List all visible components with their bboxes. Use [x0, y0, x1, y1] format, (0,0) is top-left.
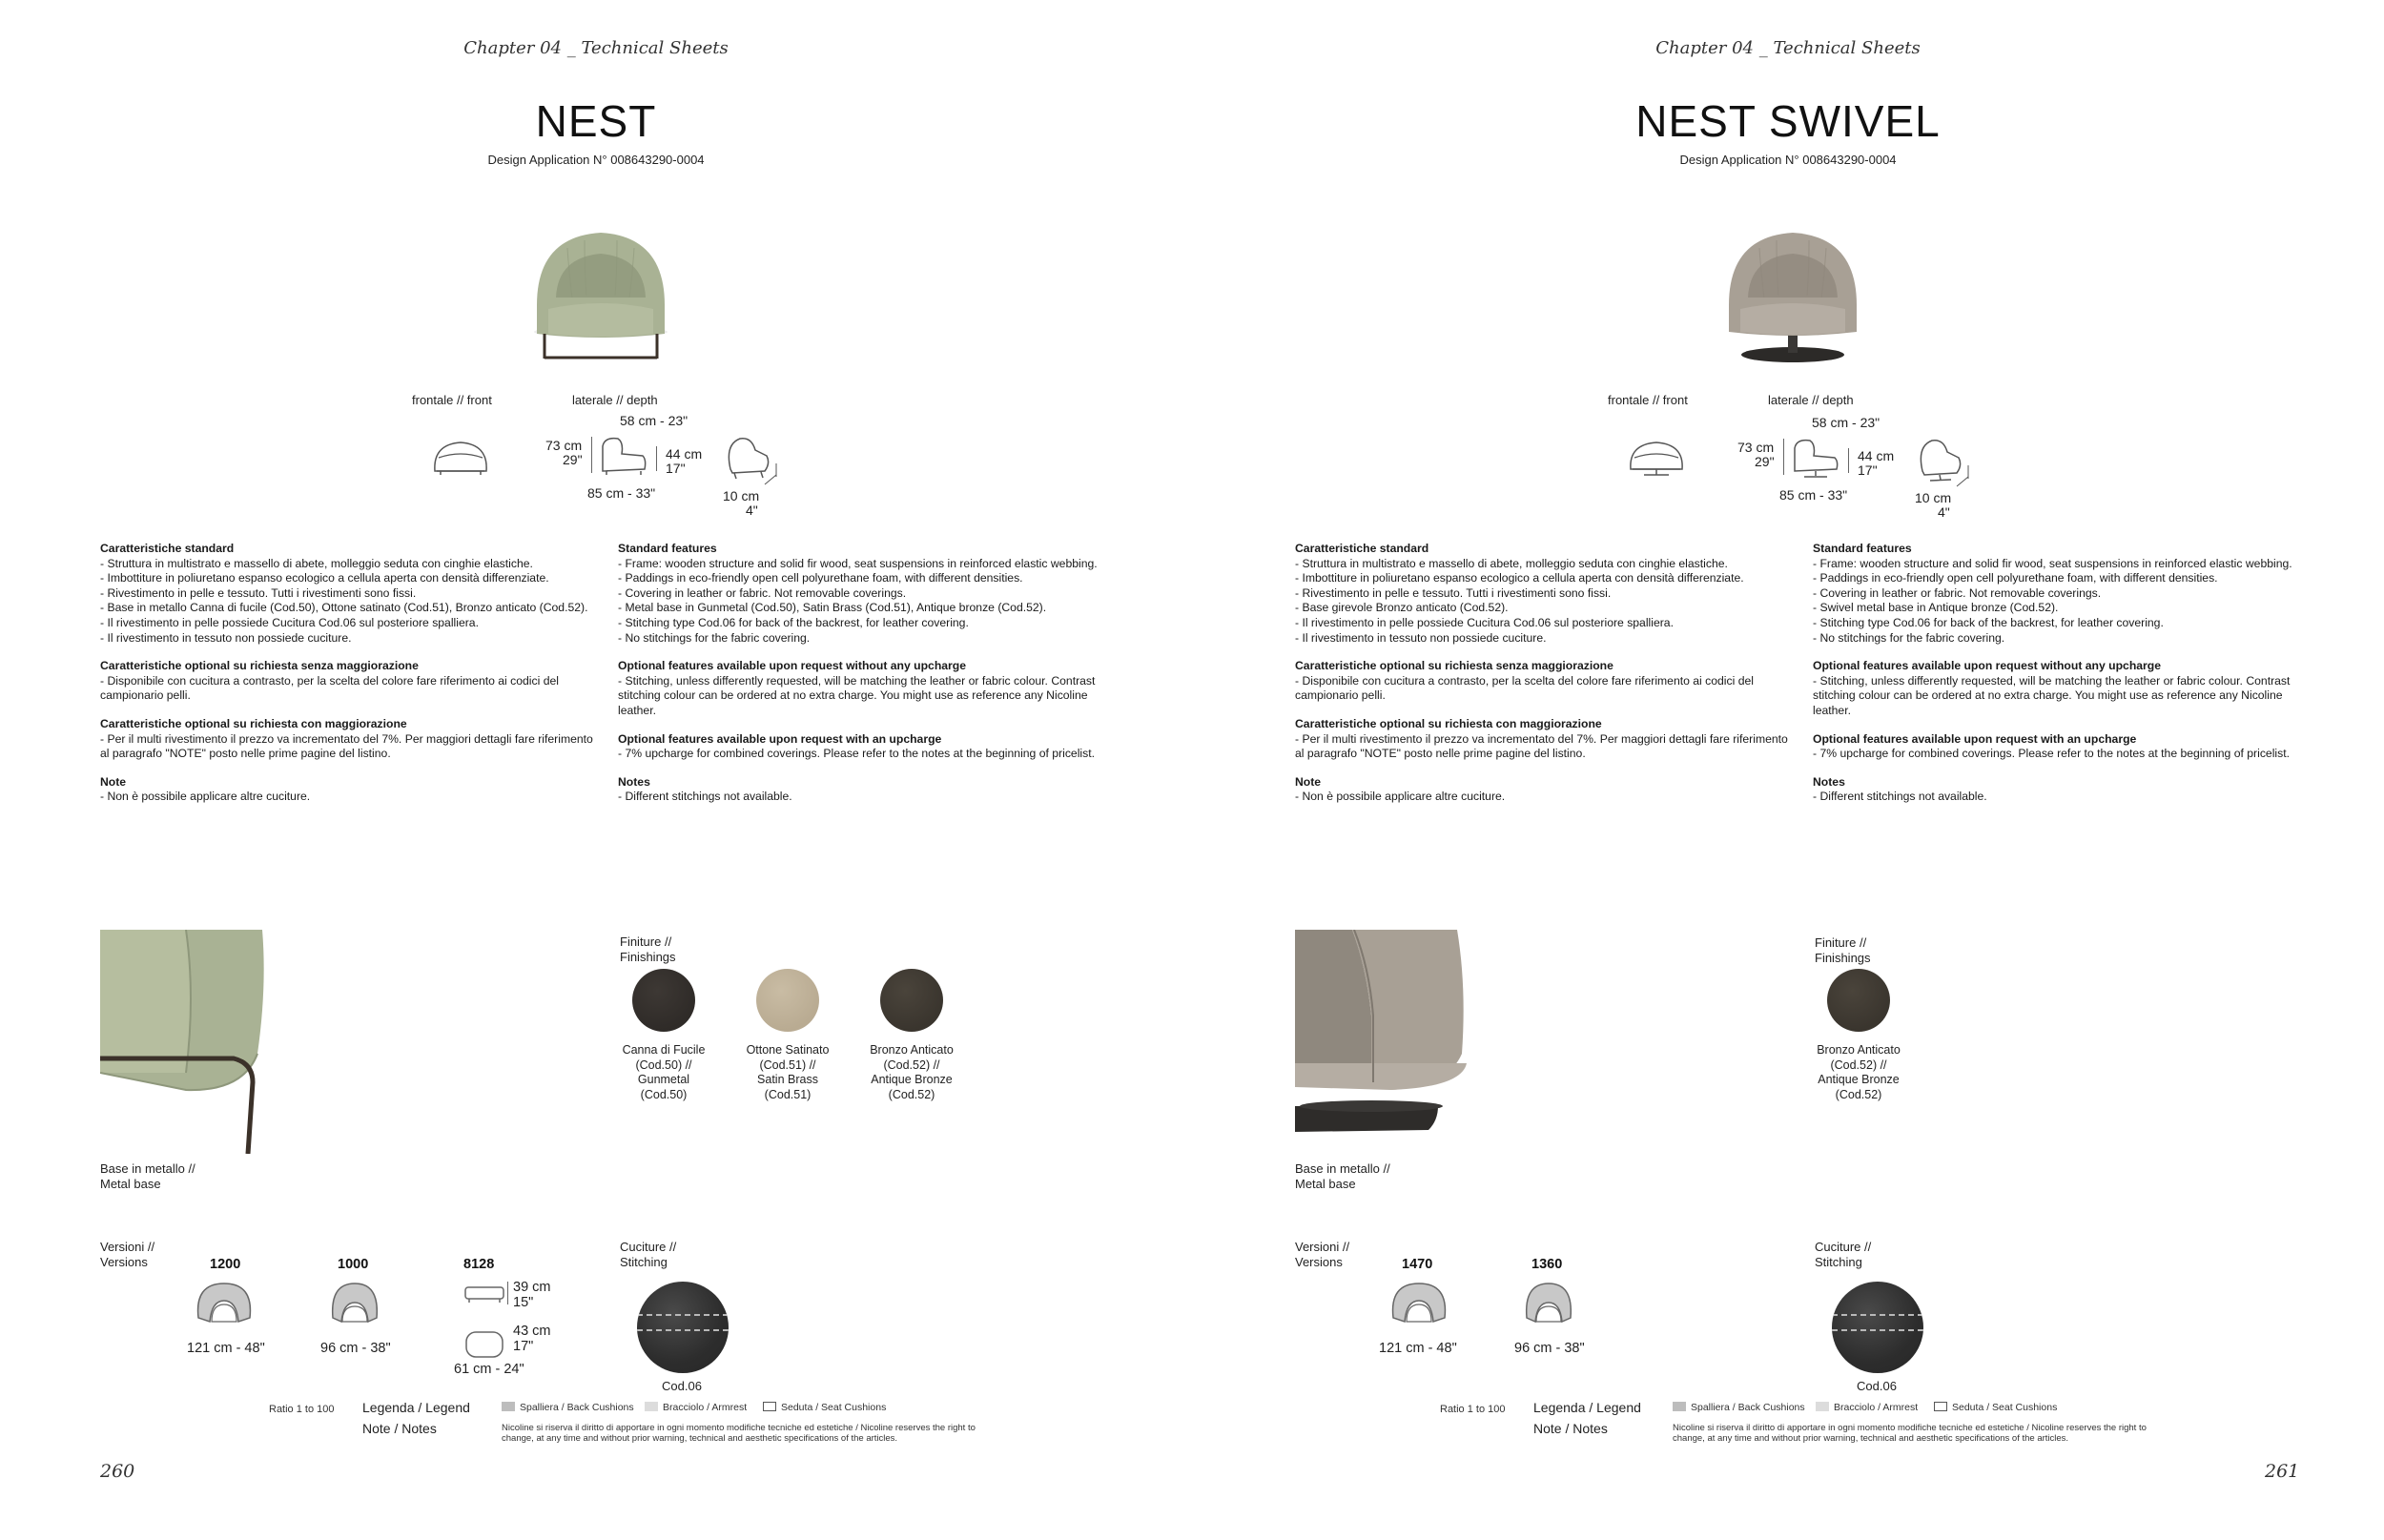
dimension-drawings: [1615, 410, 2016, 524]
product-photo-nest: [482, 191, 720, 400]
feature-line: - Metal base in Gunmetal (Cod.50), Satin Brass (Cod.51), Antique bronze (Cod.52).: [618, 601, 1047, 615]
legend-swatch-icon: [502, 1402, 515, 1411]
finish-line: Satin Brass: [757, 1073, 818, 1086]
feature-line: - Imbottiture in poliuretano espanso ecologico a cellula aperta con densità differenziate.: [100, 571, 549, 585]
feature-line: - Per il multi rivestimento il prezzo va incrementato del 7%. Per maggiori dettagli fare riferimento al paragrafo "NOTE" posto nelle prime pagine del listino.: [1295, 731, 1788, 761]
dim-tilt-cm: 10 cm: [1915, 490, 1952, 505]
ottoman-height-cm: 39 cm: [513, 1280, 551, 1295]
base-caption-en: Metal base: [1295, 1176, 1356, 1191]
legend-seat-cushions: [1934, 1402, 2057, 1413]
finish-line: Gunmetal: [637, 1073, 690, 1086]
design-application: Design Application N° 008643290-0004: [1679, 153, 1897, 167]
legend-armrest: [1816, 1402, 1918, 1413]
dim-height-cm: 73 cm: [545, 438, 583, 453]
chapter-heading: Chapter 04 _ Technical Sheets: [463, 38, 729, 58]
dim-line: [656, 446, 657, 471]
legend-label: Spalliera / Back Cushions: [1691, 1402, 1805, 1413]
legend-label: Seduta / Seat Cushions: [781, 1402, 887, 1413]
legend-back-cushions: [502, 1402, 634, 1413]
product-title: NEST SWIVEL: [1635, 96, 1941, 146]
feature-line: - Frame: wooden structure and solid fir wood, seat suspensions in reinforced elastic webbing.: [618, 556, 1098, 570]
feature-line: - Il rivestimento in tessuto non possiede cuciture.: [1295, 630, 1547, 645]
base-detail-photo: [1295, 930, 1514, 1154]
stitch-seam: [637, 1314, 729, 1316]
versions-title-it: Versioni //: [100, 1240, 155, 1254]
dim-seat-in: 17": [666, 461, 686, 476]
legend-swatch-icon: [1816, 1402, 1829, 1411]
feature-line: - No stitchings for the fabric covering.: [1813, 630, 2005, 645]
version-8128-ottoman-top: [463, 1329, 505, 1360]
base-caption-it: Base in metallo //: [100, 1161, 195, 1176]
product-photo-nest-swivel: [1674, 191, 1912, 400]
legend-back-cushions: [1673, 1402, 1805, 1413]
version-1200-drawing: [193, 1280, 256, 1325]
section-heading: Note: [1295, 774, 1322, 789]
version-1470-drawing: [1387, 1280, 1450, 1325]
versions-title-en: Versions: [1295, 1254, 1343, 1269]
feature-line: - Imbottiture in poliuretano espanso ecologico a cellula aperta con densità differenziate.: [1295, 571, 1744, 585]
notes-title: Note / Notes: [362, 1421, 437, 1436]
feature-line: - Frame: wooden structure and solid fir wood, seat suspensions in reinforced elastic webbing.: [1813, 556, 2292, 570]
version-code: 1000: [338, 1257, 369, 1272]
tilt-view-drawing: [1915, 437, 1972, 490]
ottoman-depth-in: 17": [513, 1339, 534, 1354]
dim-height-in: 29": [563, 452, 583, 467]
stitch-seam: [1832, 1314, 1923, 1316]
finish-swatch-antique-bronze[interactable]: [1827, 969, 1890, 1032]
finish-line: (Cod.52): [888, 1087, 935, 1101]
ottoman-height-in: 15": [513, 1295, 534, 1310]
stitching-code: Cod.06: [662, 1379, 702, 1393]
finishes-title-en: Finishings: [620, 949, 676, 964]
dim-width: 85 cm - 33": [587, 485, 656, 501]
version-code: 1470: [1402, 1257, 1433, 1272]
section-heading: Optional features available upon request without any upcharge: [1813, 659, 2162, 673]
legend-label: Seduta / Seat Cushions: [1952, 1402, 2058, 1413]
base-caption: [1295, 1161, 1390, 1191]
legend-label: Spalliera / Back Cushions: [520, 1402, 634, 1413]
feature-line: - Stitching, unless differently requested, will be matching the leather or fabric colour. Contrast stitching colour can be ordered at no extra charge. You might use as reference any Nicoline leather.: [1813, 673, 2291, 717]
view-side-label: laterale // depth: [1768, 393, 1854, 407]
version-dim: 121 cm - 48": [1379, 1341, 1457, 1356]
legend-swatch-icon: [645, 1402, 658, 1411]
section-heading: Caratteristiche standard: [100, 542, 235, 555]
dim-seat-cm: 44 cm: [1858, 448, 1895, 463]
front-view-drawing: [1625, 439, 1688, 481]
section-heading: Notes: [1813, 774, 1845, 789]
feature-line: - 7% upcharge for combined coverings. Please refer to the notes at the beginning of pricelist.: [1813, 747, 2290, 761]
section-heading: Optional features available upon request with an upcharge: [1813, 731, 2137, 746]
feature-line: - No stitchings for the fabric covering.: [618, 630, 811, 645]
section-heading: Caratteristiche optional su richiesta senza maggiorazione: [100, 659, 419, 673]
stitch-seam: [1832, 1329, 1923, 1331]
stitching-title-it: Cuciture //: [620, 1240, 677, 1254]
feature-line: - Paddings in eco-friendly open cell polyurethane foam, with different densities.: [1813, 571, 2218, 585]
ratio-label: Ratio 1 to 100: [269, 1404, 335, 1415]
legend-swatch-icon: [763, 1402, 776, 1411]
section-heading: Note: [100, 774, 127, 789]
feature-line: - Non è possibile applicare altre cuciture.: [100, 790, 311, 804]
section-heading: Caratteristiche optional su richiesta con maggiorazione: [100, 716, 407, 730]
version-dim: 61 cm - 24": [454, 1362, 524, 1377]
versions-title: [1295, 1240, 1349, 1269]
finish-line: (Cod.52) //: [883, 1057, 940, 1072]
versions-title: [100, 1240, 154, 1269]
feature-line: - Different stitchings not available.: [618, 790, 792, 804]
base-caption-it: Base in metallo //: [1295, 1161, 1390, 1176]
view-side-label: laterale // depth: [572, 393, 658, 407]
base-caption-en: Metal base: [100, 1176, 161, 1191]
features-en: [1813, 542, 2309, 805]
dim-top: 58 cm - 23": [1812, 415, 1880, 430]
version-code: 1360: [1531, 1257, 1563, 1272]
dim-seat-cm: 44 cm: [666, 446, 703, 462]
legend-label: Bracciolo / Armrest: [1834, 1402, 1919, 1413]
base-detail-photo: [100, 930, 319, 1154]
finish-line: Bronzo Anticato: [1817, 1043, 1901, 1057]
feature-line: - Covering in leather or fabric. Not removable coverings.: [1813, 585, 2102, 600]
finish-line: Canna di Fucile: [622, 1043, 706, 1057]
finishes-title-it: Finiture //: [1815, 935, 1867, 950]
finish-swatch-satin-brass[interactable]: [756, 969, 819, 1032]
dim-tilt-in: 4": [1938, 504, 1950, 520]
stitching-title-en: Stitching: [620, 1254, 668, 1269]
feature-line: - Covering in leather or fabric. Not removable coverings.: [618, 585, 907, 600]
dim-width: 85 cm - 33": [1779, 487, 1848, 503]
finish-line: (Cod.51): [764, 1087, 812, 1101]
versions-title-en: Versions: [100, 1254, 148, 1269]
versions-title-it: Versioni //: [1295, 1240, 1350, 1254]
stitching-title: [620, 1240, 676, 1269]
finish-line: Antique Bronze: [1818, 1073, 1900, 1086]
version-code: 1200: [210, 1257, 241, 1272]
dim-tilt-cm: 10 cm: [723, 488, 760, 503]
ratio-label: Ratio 1 to 100: [1440, 1404, 1506, 1415]
front-view-drawing: [429, 439, 492, 479]
section-heading: Caratteristiche standard: [1295, 542, 1429, 555]
feature-line: - Il rivestimento in pelle possiede Cucitura Cod.06 sul posteriore spalliera.: [1295, 615, 1674, 629]
features-en: [618, 542, 1114, 805]
feature-line: - Paddings in eco-friendly open cell polyurethane foam, with different densities.: [618, 571, 1023, 585]
it-block: [100, 542, 596, 805]
feature-line: - Il rivestimento in pelle possiede Cucitura Cod.06 sul posteriore spalliera.: [100, 615, 479, 629]
stitching-sample: [637, 1282, 729, 1373]
dim-height-cm: 73 cm: [1737, 440, 1775, 455]
product-title: NEST: [535, 96, 657, 146]
finish-line: Antique Bronze: [871, 1073, 953, 1086]
legend-note: Nicoline si riserva il diritto di apportare in ogni momento modifiche tecniche ed estetiche / Nicoline reserves the right to change, at any time and without prior warning, technical and aesthetic specifications of the articles.: [502, 1423, 976, 1444]
side-view-drawing: [597, 435, 650, 477]
stitch-seam: [637, 1329, 729, 1331]
feature-line: - Stitching type Cod.06 for back of the backrest, for leather covering.: [618, 615, 969, 629]
feature-line: - Rivestimento in pelle e tessuto. Tutti i rivestimenti sono fissi.: [1295, 585, 1612, 600]
feature-line: - Non è possibile applicare altre cuciture.: [1295, 790, 1506, 804]
feature-line: - Swivel metal base in Antique bronze (Cod.52).: [1813, 601, 2059, 615]
side-view-drawing: [1789, 437, 1842, 481]
finishes-title-en: Finishings: [1815, 950, 1871, 965]
version-1000-drawing: [328, 1280, 381, 1325]
dim-line: [1848, 448, 1849, 473]
section-heading: Optional features available upon request without any upcharge: [618, 659, 967, 673]
feature-line: - Stitching type Cod.06 for back of the backrest, for leather covering.: [1813, 615, 2164, 629]
stitching-title: [1815, 1240, 1871, 1269]
feature-line: - Struttura in multistrato e massello di abete, molleggio seduta con cinghie elastiche.: [100, 556, 533, 570]
feature-line: - Base in metallo Canna di fucile (Cod.50), Ottone satinato (Cod.51), Bronzo anticato (Cod.52).: [100, 601, 588, 615]
finish-label: [606, 1043, 721, 1102]
notes-title: Note / Notes: [1533, 1421, 1608, 1436]
stitching-code: Cod.06: [1857, 1379, 1897, 1393]
dim-line: [507, 1282, 508, 1304]
finish-line: Bronzo Anticato: [870, 1043, 954, 1057]
design-application: Design Application N° 008643290-0004: [487, 153, 705, 167]
version-dim: 96 cm - 38": [1514, 1341, 1585, 1356]
features-it: [100, 542, 596, 805]
legend-title: Legenda / Legend: [362, 1400, 470, 1415]
dim-height-in: 29": [1755, 454, 1775, 469]
legend-armrest: [645, 1402, 747, 1413]
finish-swatch-gunmetal[interactable]: [632, 969, 695, 1032]
version-dim: 121 cm - 48": [187, 1341, 265, 1356]
finish-line: (Cod.52): [1835, 1087, 1882, 1101]
dim-line: [591, 437, 592, 473]
feature-line: - Disponibile con cucitura a contrasto, per la scelta del colore fare riferimento ai codici del campionario pelli.: [100, 673, 559, 703]
version-code: 8128: [463, 1257, 495, 1272]
dim-top: 58 cm - 23": [620, 413, 688, 428]
section-heading: Standard features: [1813, 542, 1912, 555]
page-261: [1192, 0, 2384, 1540]
dim-seat-in: 17": [1858, 462, 1878, 478]
legend-title: Legenda / Legend: [1533, 1400, 1641, 1415]
legend-swatch-icon: [1934, 1402, 1947, 1411]
section-heading: Optional features available upon request with an upcharge: [618, 731, 942, 746]
ottoman-depth-cm: 43 cm: [513, 1324, 551, 1339]
legend-label: Bracciolo / Armrest: [663, 1402, 748, 1413]
section-heading: Caratteristiche optional su richiesta con maggiorazione: [1295, 716, 1602, 730]
finish-label: [1801, 1043, 1916, 1102]
dim-tilt-in: 4": [746, 503, 758, 518]
finish-line: (Cod.52) //: [1830, 1057, 1887, 1072]
feature-line: - Base girevole Bronzo anticato (Cod.52).: [1295, 601, 1509, 615]
finish-line: (Cod.50) //: [635, 1057, 692, 1072]
finish-label: [730, 1043, 845, 1102]
finishes-title: [1815, 935, 1871, 965]
feature-line: - Different stitchings not available.: [1813, 790, 1987, 804]
feature-line: - Struttura in multistrato e massello di abete, molleggio seduta con cinghie elastiche.: [1295, 556, 1728, 570]
version-1360-drawing: [1522, 1280, 1575, 1325]
page-number: 261: [2265, 1461, 2300, 1482]
version-dim: 96 cm - 38": [320, 1341, 391, 1356]
finish-swatch-antique-bronze[interactable]: [880, 969, 943, 1032]
stitching-title-en: Stitching: [1815, 1254, 1862, 1269]
page-number: 260: [100, 1461, 135, 1482]
legend-swatch-icon: [1673, 1402, 1686, 1411]
feature-line: - Disponibile con cucitura a contrasto, per la scelta del colore fare riferimento ai codici del campionario pelli.: [1295, 673, 1754, 703]
section-heading: Caratteristiche optional su richiesta senza maggiorazione: [1295, 659, 1613, 673]
chapter-heading: Chapter 04 _ Technical Sheets: [1655, 38, 1921, 58]
feature-line: - Stitching, unless differently requested, will be matching the leather or fabric colour. Contrast stitching colour can be ordered at no extra charge. You might use as reference any Nicoline leather.: [618, 673, 1096, 717]
stitching-sample: [1832, 1282, 1923, 1373]
view-front-label: frontale // front: [1608, 393, 1688, 407]
feature-line: - Rivestimento in pelle e tessuto. Tutti i rivestimenti sono fissi.: [100, 585, 417, 600]
features-it: [1295, 542, 1791, 805]
finish-line: Ottone Satinato: [746, 1043, 830, 1057]
view-front-label: frontale // front: [412, 393, 492, 407]
base-caption: [100, 1161, 195, 1191]
section-heading: Standard features: [618, 542, 717, 555]
finishes-title: [620, 934, 676, 964]
dimension-drawings: [420, 410, 820, 524]
finish-line: (Cod.50): [640, 1087, 688, 1101]
section-heading: Notes: [618, 774, 650, 789]
stitching-title-it: Cuciture //: [1815, 1240, 1872, 1254]
feature-line: - Il rivestimento in tessuto non possiede cuciture.: [100, 630, 352, 645]
finishes-title-it: Finiture //: [620, 934, 672, 949]
dim-line: [1783, 439, 1784, 475]
legend-note: Nicoline si riserva il diritto di apportare in ogni momento modifiche tecniche ed estetiche / Nicoline reserves the right to change, at any time and without prior warning, technical and aesthetic specifications of the articles.: [1673, 1423, 2147, 1444]
version-8128-ottoman-side: [463, 1283, 505, 1306]
tilt-view-drawing: [723, 435, 780, 488]
finish-line: (Cod.51) //: [759, 1057, 816, 1072]
legend-seat-cushions: [763, 1402, 886, 1413]
feature-line: - Per il multi rivestimento il prezzo va incrementato del 7%. Per maggiori dettagli fare riferimento al paragrafo "NOTE" posto nelle prime pagine del listino.: [100, 731, 593, 761]
feature-line: - 7% upcharge for combined coverings. Please refer to the notes at the beginning of pricelist.: [618, 747, 1095, 761]
finish-label: [854, 1043, 969, 1102]
